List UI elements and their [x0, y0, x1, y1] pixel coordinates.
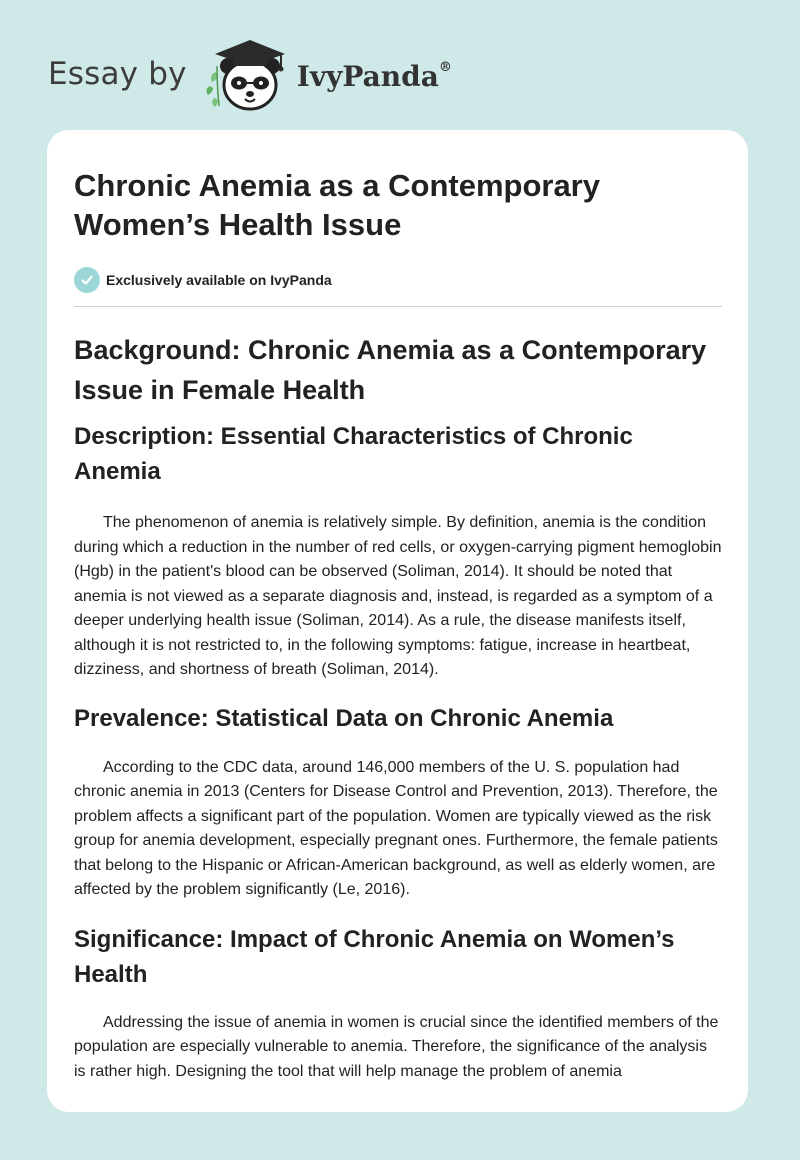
checkmark-icon — [74, 267, 100, 293]
brand-prefix: Essay by — [48, 56, 187, 92]
essay-card — [47, 130, 748, 1112]
subsection-heading-description: Description: Essential Characteristics of Chronic Anemia — [74, 423, 633, 485]
paragraph-description: The phenomenon of anemia is relatively simple. By definition, anemia is the condition during which a reduction in the number of red cells, or oxygen-carrying pigment hemoglobin (Hgb) in the patient's blood can be observed (Soliman, 2014). It should be noted that anemia is not viewed as a separate diagnosis and, instead, is regarded as a symptom of a deeper underlying health issue (Soliman, 2014). As a rule, the disease manifests itself, although it is not restricted to, in the following symptoms: fatigue, increase in heartbeat, dizziness, and shortness of breath (Soliman, 2014). — [74, 514, 722, 678]
section-title: Background: Chronic Anemia as a Contemporary Issue in Female Health — [74, 335, 707, 405]
brand-name[interactable]: IvyPanda® — [296, 59, 452, 93]
divider — [74, 306, 722, 307]
exclusive-badge — [74, 267, 722, 293]
paragraph-significance: Addressing the issue of anemia in women is crucial since the identified members of the population are especially vulnerable to anemia. Therefore, the significance of the analysis is rather high. Designing the tool that will help manage the problem of anemia — [74, 1013, 719, 1080]
registered-mark: ® — [438, 60, 452, 76]
page-title: Chronic Anemia as a Contemporary Women’s Health Issue — [74, 168, 600, 242]
subsection-heading-significance: Significance: Impact of Chronic Anemia on Women’s Health — [74, 925, 675, 988]
paragraph-prevalence: According to the CDC data, around 146,000 members of the U. S. population had chronic anemia in 2013 (Centers for Disease Control and Prevention, 2013). Therefore, the problem affects a significant part of the population. Women are typically viewed as the risk group for anemia development, especially pregnant ones. Furthermore, the female patients that belong to the Hispanic or African-American background, as well as elderly women, are affected by the problem significantly (Le, 2016). — [74, 758, 718, 898]
panda-graduate-logo-icon[interactable] — [201, 36, 293, 112]
brand-header — [48, 34, 452, 114]
exclusive-badge-label: Exclusively available on IvyPanda — [106, 272, 332, 288]
subsection-heading-prevalence: Prevalence: Statistical Data on Chronic Anemia — [74, 704, 614, 732]
